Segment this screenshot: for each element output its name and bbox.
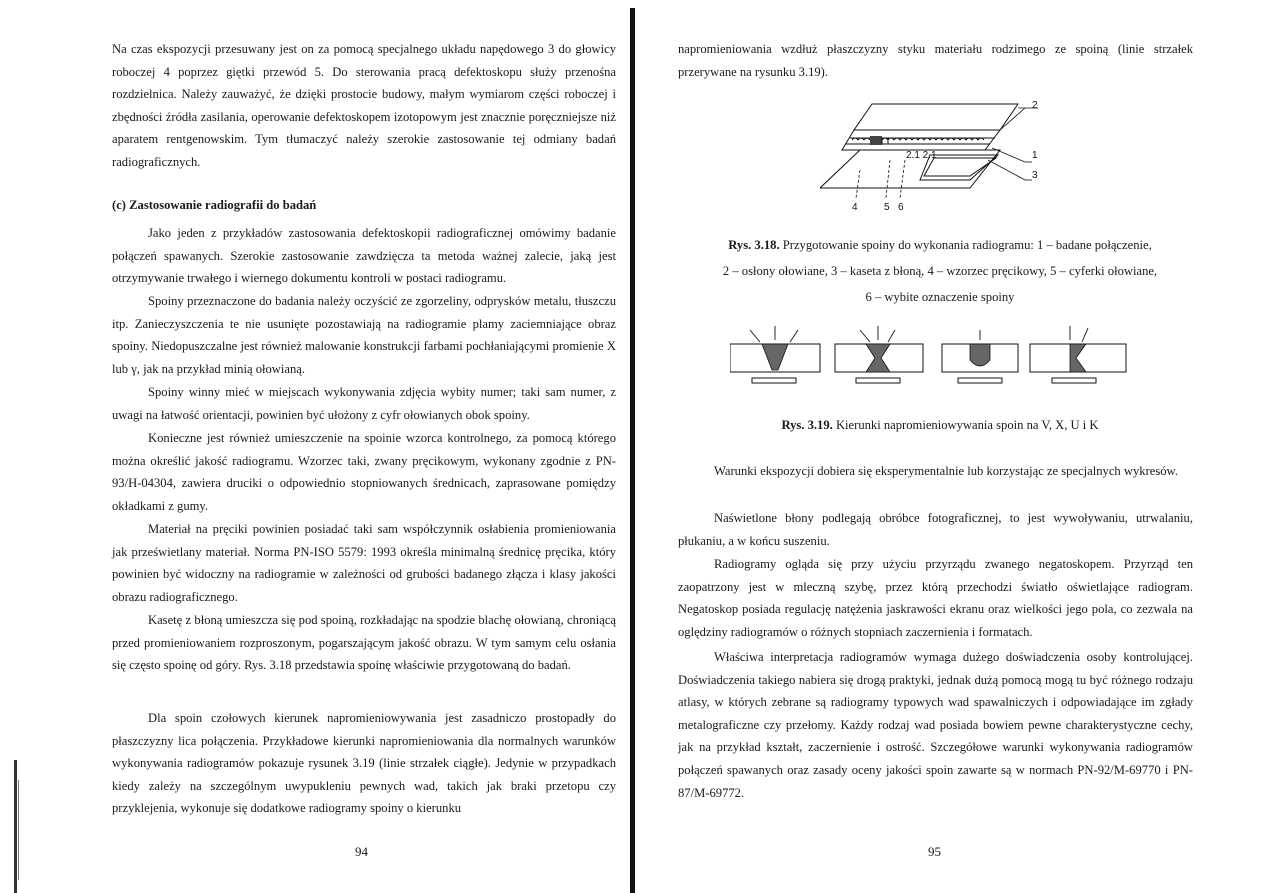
paragraph-7: Dla spoin czołowych kierunek napromieniowywania jest zasadniczo prostopadły do płaszczyzny lica połączenia. Przykładowe kierunki napromieniowania dla normalnych warunków wykonywania radiogramów pokazuje rysunek 3.19 (linie strzałek ciągłe). Jedynie w przypadkach kiedy zależy na szczególnym uwypukleniu pewnych wad, takich jak braki przetopu czy przyklejenia, wykonuje się dodatkowe radiogramy spoiny o kierunku bbox=[112, 711, 616, 816]
paragraph-intro: Na czas ekspozycji przesuwany jest on za pomocą specjalnego układu napędowego 3 do głowicy roboczej 4 poprzez giętki przewód 5. Do sterowania pracą defektoskopu służy przenośna rozdzielnica. Należy zauważyć, że dzięki prostocie budowy, małym wymiarom części roboczej i zbędności źródła zasilania, operowanie defektoskopem izotopowym jest znacznie poręczniejsze niż aparatem rentgenowskim. Tym tłumaczyć należy szerokie zastosowanie tej odmiany badań radiograficznych. bbox=[112, 42, 616, 169]
paragraph-r3: Radiogramy ogląda się przy użyciu przyrządu zwanego negatoskopem. Przyrząd ten zaopatrzony jest w mleczną szybę, przez którą przechodzi światło oświetlające radiogram. Negatoskop posiada regulację natężenia jaskrawości ekranu oraz wielkości jego pola, co zezwala na oględziny radiogramów o różnych stopniach zaczernienia i formatach. bbox=[678, 557, 1193, 639]
fig-label-3: 3 bbox=[1032, 170, 1038, 181]
paragraph-2: Spoiny przeznaczone do badania należy oczyścić ze zgorzeliny, odprysków metalu, tłuszczu itp. Zanieczyszczenia te nie usunięte pozostawiają na radiogramie plamy zaciemniające obraz spoiny. Niedopuszczalne jest również malowanie konstrukcji farbami pochłaniającymi promienie X lub γ, jak na przykład minią ołowianą. bbox=[112, 294, 616, 376]
fig-label-2: 2 bbox=[1032, 100, 1038, 111]
fig-label-6: 6 bbox=[898, 202, 904, 213]
figure-3-18-drawing bbox=[820, 100, 1050, 218]
paragraph-r2: Naświetlone błony podlegają obróbce fotograficznej, to jest wywoływaniu, utrwalaniu, płukaniu, a w końcu suszeniu. bbox=[678, 511, 1193, 548]
weld-v-diagram bbox=[730, 326, 820, 383]
figure-3-19-drawing bbox=[730, 312, 1130, 392]
figure-3-18-caption-line2: 2 – osłony ołowiane, 3 – kaseta z błoną, 4 – wzorzec pręcikowy, 5 – cyferki ołowiane, bbox=[722, 264, 1158, 278]
paragraph-5: Materiał na pręciki powinien posiadać taki sam współczynnik osłabienia promieniowania jak prześwietlany materiał. Norma PN-ISO 5579: 1993 określa minimalną średnicę pręcika, który powinien być widoczny na radiogramie w zależności od grubości badanego złącza i klasy jakości obrazu radiograficznego. bbox=[112, 522, 616, 604]
figure-3-18-caption-line1: Przygotowanie spoiny do wykonania radiogramu: 1 – badane połączenie, bbox=[782, 238, 1152, 252]
book-gutter bbox=[630, 8, 635, 893]
weld-u-diagram bbox=[942, 330, 1018, 383]
fig-label-4: 4 bbox=[852, 202, 858, 213]
paragraph-3: Spoiny winny mieć w miejscach wykonywania zdjęcia wybity numer; taki sam numer, z uwagi na łatwość orientacji, powinien być ułożony z cyfr ołowianych obok spoiny. bbox=[112, 385, 616, 422]
figure-3-19-caption bbox=[660, 412, 1220, 438]
figure-3-18 bbox=[820, 100, 1050, 218]
page-number-left: 94 bbox=[355, 844, 368, 859]
right-page bbox=[640, 0, 1263, 893]
figure-3-19-caption-title: Rys. 3.19. bbox=[781, 418, 833, 432]
left-page bbox=[0, 0, 628, 893]
page-number-right: 95 bbox=[928, 844, 941, 859]
figure-3-18-caption-title: Rys. 3.18. bbox=[728, 238, 780, 252]
figure-3-18-caption-line3: 6 – wybite oznaczenie spoiny bbox=[865, 290, 1015, 304]
figure-3-18-caption bbox=[660, 232, 1220, 310]
paragraph-r1: Warunki ekspozycji dobiera się eksperymentalnie lub korzystając ze specjalnych wykresów. bbox=[714, 464, 1178, 478]
fig-label-5: 5 bbox=[884, 202, 890, 213]
weld-k-diagram bbox=[1030, 326, 1126, 383]
figure-3-19-caption-text: Kierunki napromieniowywania spoin na V, X, U i K bbox=[835, 418, 1099, 432]
paragraph-4: Konieczne jest również umieszczenie na spoinie wzorca kontrolnego, za pomocą którego można określić jakość radiogramu. Wzorzec taki, zwany pręcikowym, wykonany zgodnie z PN-93/H-04304, zawiera druciki o odpowiednio stopniowanych średnicach, zaprasowane pomiędzy okładkami z gumy. bbox=[112, 431, 616, 513]
weld-x-diagram bbox=[835, 326, 923, 383]
paragraph-6: Kasetę z błoną umieszcza się pod spoiną, rozkładając na spodzie blachę ołowianą, chroniącą przed promieniowaniem rozproszonym, pogarszającym jakość obrazu. W tym samym celu osłania się często spoinę od góry. Rys. 3.18 przedstawia spoinę właściwie przygotowaną do badań. bbox=[112, 613, 616, 673]
figure-3-19 bbox=[730, 312, 1130, 392]
paragraph-1: Jako jeden z przykładów zastosowania defektoskopii radiograficznej omówimy badanie połączeń spawanych. Szerokie zastosowanie zawdzięcza ta metoda ważnej zalecie, jaką jest otrzymywanie trwałego i wiernego dokumentu kontroli w postaci radiogramu. bbox=[112, 226, 616, 286]
paragraph-continued: napromieniowania wzdłuż płaszczyzny styku materiału rodzimego ze spoiną (linie strzałek przerywane na rysunku 3.19). bbox=[678, 42, 1193, 79]
fig-label-2-1: 2.1 2.1 bbox=[906, 150, 937, 161]
paragraph-r4: Właściwa interpretacja radiogramów wymaga dużego doświadczenia osoby kontrolującej. Doświadczenia takiego nabiera się drogą praktyki, jednak dużą pomocą mogą tu być różnego rodzaju atlasy, w których zebrane są radiogramy typowych wad spawalniczych i odpowiadające im zgłady metalograficzne czy przełomy. Każdy rodzaj wad posiada bowiem pewne charakterystyczne cechy, jak na przykład kształt, zaczernienie i ostrość. Szczegółowe warunki wykonywania radiogramów połączeń spawanych oraz zasady oceny jakości spoin zawarte są w normach PN-92/M-69770 i PN-87/M-69772. bbox=[678, 650, 1193, 800]
fig-label-1: 1 bbox=[1032, 150, 1038, 161]
section-heading: (c) Zastosowanie radiografii do badań bbox=[112, 198, 317, 212]
